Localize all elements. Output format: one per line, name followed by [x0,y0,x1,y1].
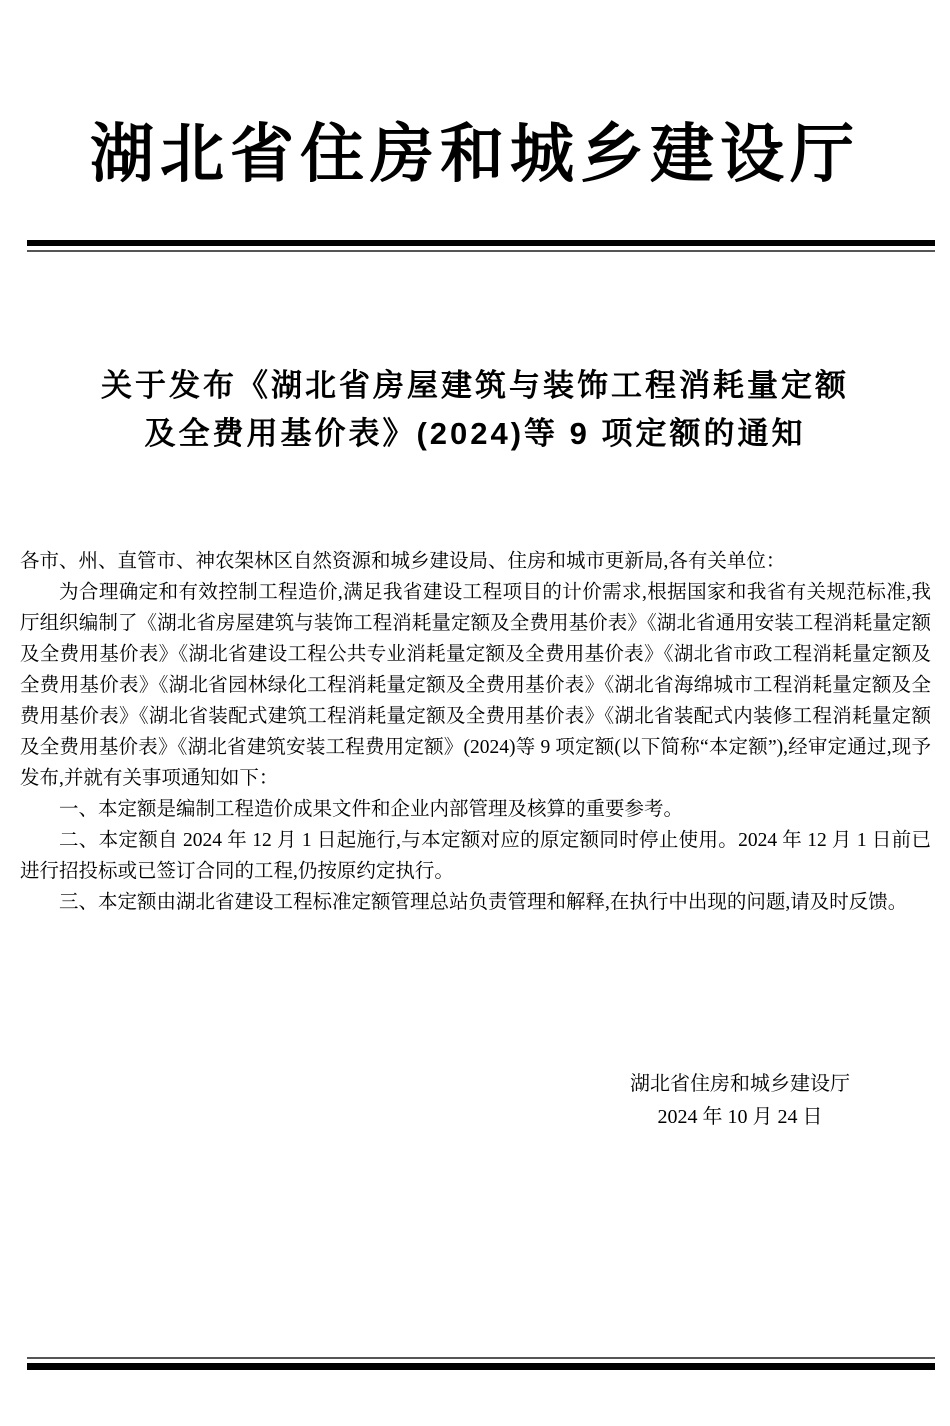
footer-divider [27,1357,935,1370]
notice-title-line2: 及全费用基价表》(2024)等 9 项定额的通知 [144,416,806,451]
divider-thick-line [27,240,935,246]
notice-body [20,546,931,918]
signature-issuer: 湖北省住房和城乡建设厅 [630,1073,850,1095]
divider-thick-line [27,1363,935,1370]
signature-block [630,1068,850,1134]
notice-title-line1: 关于发布《湖北省房屋建筑与装饰工程消耗量定额 [101,368,849,403]
signature-date: 2024 年 10 月 24 日 [657,1106,823,1128]
divider-thin-line [27,250,935,252]
letterhead-divider [27,240,935,252]
salutation-line: 各市、州、直管市、神农架林区自然资源和城乡建设局、住房和城市更新局,各有关单位： [20,551,786,572]
paragraph-item-3: 三、本定额由湖北省建设工程标准定额管理总站负责管理和解释,在执行中出现的问题,请及时反馈。 [59,892,908,913]
notice-title [0,362,950,458]
paragraph-preamble: 为合理确定和有效控制工程造价,满足我省建设工程项目的计价需求,根据国家和我省有关规范标准,我厅组织编制了《湖北省房屋建筑与装饰工程消耗量定额及全费用基价表》《湖北省通用安装工程消耗量定额及全费用基价表》《湖北省建设工程公共专业消耗量定额及全费用基价表》《湖北省市政工程消耗量定额及全费用基价表》《湖北省园林绿化工程消耗量定额及全费用基价表》《湖北省海绵城市工程消耗量定额及全费用基价表》《湖北省装配式建筑工程消耗量定额及全费用基价表》《湖北省装配式内装修工程消耗量定额及全费用基价表》《湖北省建筑安装工程费用定额》(2024)等 9 项定额(以下简称“本定额”),经审定通过,现予发布,并就有关事项通知如下： [20,582,931,789]
paragraph-item-1: 一、本定额是编制工程造价成果文件和企业内部管理及核算的重要参考。 [59,799,684,820]
paragraph-item-2: 二、本定额自 2024 年 12 月 1 日起施行,与本定额对应的原定额同时停止使用。2024 年 12 月 1 日前已进行招投标或已签订合同的工程,仍按原约定执行。 [20,830,931,882]
divider-thin-line [27,1357,935,1359]
letterhead-title: 湖北省住房和城乡建设厅 [90,119,860,190]
